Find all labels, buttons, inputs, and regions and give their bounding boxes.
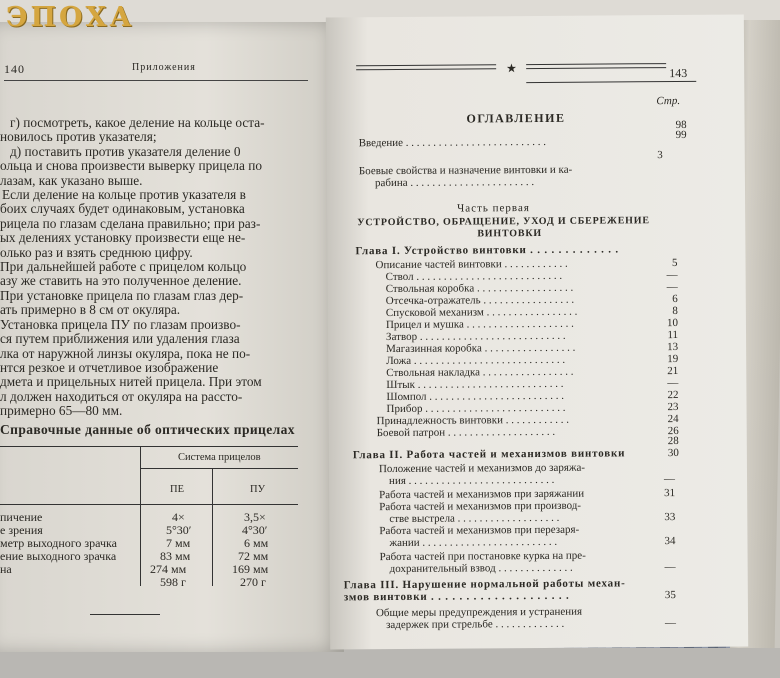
toc-page: 22: [667, 389, 679, 402]
cell-pe: 5°30′: [166, 523, 192, 537]
toc-entry: Описание частей винтовки . . . . . . . . . . . .: [375, 257, 568, 272]
table-rule: [0, 446, 298, 447]
text-line: олько раз и взять среднюю цифру.: [0, 244, 193, 260]
table-end-rule: [90, 614, 160, 615]
text-line: При дальнейшей работе с прицелом кольцо: [0, 259, 247, 275]
cell-pu: 4°30′: [242, 523, 268, 537]
toc-entry: Прицел и мушка . . . . . . . . . . . . . . . . . . . .: [385, 317, 574, 332]
toc-page: —: [666, 281, 678, 294]
cell-pe: 4×: [172, 510, 185, 524]
toc-entry: Принадлежность винтовки . . . . . . . . . . . .: [376, 413, 569, 428]
row-label: пичение: [0, 510, 43, 524]
text-line: новилось против указателя;: [0, 129, 157, 145]
toc-entry: Работа частей и механизмов при заряжании: [379, 487, 585, 502]
text-line: ся путем приближения или удаления глаза: [0, 331, 240, 347]
toc-page: 35: [664, 589, 676, 602]
toc-page: 30: [667, 447, 679, 460]
text-line: дмета и прицельных нитей прицела. При этом: [0, 374, 262, 390]
toc-entry: Магазинная коробка . . . . . . . . . . . . . . . . .: [386, 341, 576, 356]
toc-page: 23: [667, 401, 679, 414]
part-title: УСТРОЙСТВО, ОБРАЩЕНИЕ, УХОД И СБЕРЕЖЕНИЕ: [357, 215, 650, 229]
left-body-text: [0, 116, 318, 419]
row-label: метр выходного зрачка: [0, 536, 117, 550]
background-bottom: [0, 648, 780, 678]
toc-entry: Боевой патрон . . . . . . . . . . . . . . . . . . . .: [376, 425, 556, 440]
toc-page: 99: [675, 128, 687, 142]
text-line: примерно 65—80 мм.: [0, 403, 123, 419]
text-line: лка от наружной линзы окуляра, пока не по-: [0, 345, 251, 361]
text-line: лазам, как указано выше.: [0, 172, 143, 188]
table-group-header: Система прицелов: [178, 452, 261, 463]
row-label: е зрения: [0, 523, 43, 537]
chapter-entry: Глава I. Устройство винтовки . . . . . . . . . . . . .: [355, 243, 619, 258]
toc-entry: Работа частей при постановке курка на пре-: [379, 549, 586, 564]
right-page: [326, 15, 748, 650]
page-column-label: Стр.: [656, 94, 681, 108]
watermark-logo: ЭПОХА: [6, 2, 135, 33]
right-page-number: 143: [669, 65, 688, 81]
toc-page: 34: [664, 535, 676, 548]
toc-page: —: [663, 473, 676, 486]
toc-entry: рабина . . . . . . . . . . . . . . . . . . . . . . .: [374, 176, 535, 190]
row-label: ение выходного зрачка: [0, 549, 117, 563]
cell-pe: 598 г: [160, 575, 186, 589]
toc-page: —: [664, 561, 676, 574]
table-heading: Справочные данные об оптических прицелах: [0, 422, 295, 437]
text-line: ых делениях установку произвести еще не-: [0, 230, 246, 246]
cell-pe: 7 мм: [166, 536, 191, 550]
toc-page: 8: [672, 305, 678, 318]
text-line: Если деление на кольце против указателя в: [2, 187, 246, 203]
toc-entry: Работа частей и механизмов при производ-: [379, 499, 582, 514]
chapter-entry: Глава III. Нарушение нормальной работы механ-: [343, 577, 626, 592]
toc-title: ОГЛАВЛЕНИЕ: [466, 110, 566, 126]
toc-entry: Положение частей и механизмов до заряжа-: [378, 461, 586, 476]
toc-page: 24: [667, 413, 679, 426]
cell-pe: 274 мм: [150, 562, 187, 576]
table-of-contents: [326, 15, 748, 650]
chapter-entry: змов винтовки . . . . . . . . . . . . . . . . . . . .: [343, 589, 570, 604]
toc-entry: Ствол . . . . . . . . . . . . . . . . . . . . . . . . . . .: [385, 269, 563, 284]
cell-pu: 72 мм: [238, 549, 269, 563]
cell-pu: 169 мм: [232, 562, 269, 576]
toc-entry: задержек при стрельбе . . . . . . . . . . . . .: [386, 617, 565, 632]
toc-page: —: [667, 377, 679, 390]
toc-page: 13: [667, 341, 679, 354]
col-header-pu: ПУ: [250, 484, 266, 495]
text-line: г) посмотреть, какое деление на кольце оста-: [10, 115, 265, 130]
table-rule: [140, 468, 298, 469]
toc-entry: Штык . . . . . . . . . . . . . . . . . . . . . . . . . . .: [386, 377, 564, 392]
toc-entry: Введение . . . . . . . . . . . . . . . . . . . . . . . . . .: [358, 135, 547, 150]
table-rule: [212, 468, 213, 586]
cell-pu: 270 г: [240, 575, 266, 589]
toc-page: 6: [672, 293, 678, 306]
toc-page: —: [664, 617, 677, 630]
part-title: ВИНТОВКИ: [477, 227, 543, 240]
toc-entry: Отсечка-отражатель . . . . . . . . . . . . . . . . .: [385, 293, 575, 308]
toc-page: 33: [664, 511, 676, 524]
toc-entry: Общие меры предупреждения и устранения: [375, 605, 583, 620]
left-page-number: 140: [4, 62, 25, 76]
left-running-title: Приложения: [132, 62, 196, 73]
cell-pu: 3,5×: [244, 510, 266, 524]
text-line: нтся резкое и отчетливое изображение: [0, 359, 219, 375]
toc-entry: жании . . . . . . . . . . . . . . . . . . . . . . . . .: [389, 535, 558, 550]
col-header-pe: ПЕ: [170, 484, 184, 495]
star-ornament: ★: [506, 61, 517, 76]
text-line: рицела по глазам сделана правильно; при раз-: [0, 215, 261, 231]
text-line: д) поставить против указателя деление 0: [10, 143, 241, 159]
toc-page: —: [666, 269, 678, 282]
cell-pu: 6 мм: [244, 536, 269, 550]
toc-entry: Ствольная коробка . . . . . . . . . . . . . . . . . .: [385, 281, 574, 296]
text-line: азу же ставить на это полученное деление.: [0, 273, 242, 289]
toc-page: 21: [667, 365, 679, 378]
header-rule: [4, 80, 308, 81]
toc-entry: Затвор . . . . . . . . . . . . . . . . . . . . . . . . . . .: [385, 329, 566, 344]
text-line: ать примерно в 8 см от окуляра.: [0, 302, 181, 318]
text-line: Установка прицела ПУ по глазам произво-: [0, 316, 241, 332]
toc-entry: дохранительный взвод . . . . . . . . . . . . . .: [389, 561, 573, 576]
text-line: При установке прицела по глазам глаз дер-: [0, 287, 244, 303]
part-heading: Часть первая: [457, 202, 530, 215]
toc-entry: Работа частей и механизмов при перезаря-: [379, 523, 580, 538]
toc-page: 19: [667, 353, 679, 366]
toc-page: 98: [675, 118, 687, 132]
toc-entry: Спусковой механизм . . . . . . . . . . . . . . . . .: [385, 305, 578, 320]
toc-entry: Ложа . . . . . . . . . . . . . . . . . . . . . . . . . . . .: [386, 353, 566, 368]
table-rule: [0, 504, 298, 505]
toc-entry: стве выстрела . . . . . . . . . . . . . . . . . . .: [389, 511, 560, 526]
text-line: ольца и снова произвести выверку прицела по: [0, 158, 263, 174]
toc-page: 3: [657, 149, 663, 162]
toc-page: 31: [664, 487, 676, 500]
toc-entry: Ствольная накладка . . . . . . . . . . . . . . . . .: [386, 365, 574, 380]
left-page: [0, 22, 344, 652]
toc-page: 26: [667, 425, 679, 438]
cell-pe: 83 мм: [160, 549, 191, 563]
toc-entry: Шомпол . . . . . . . . . . . . . . . . . . . . . . . . .: [386, 389, 565, 404]
chapter-entry: Глава II. Работа частей и механизмов винтовки: [352, 447, 626, 462]
text-line: л должен находиться от окуляра на рассто-: [0, 388, 243, 404]
row-label: на: [0, 562, 12, 576]
toc-entry: Боевые свойства и назначение винтовки и ка-: [358, 163, 573, 178]
toc-page: 5: [671, 257, 678, 270]
text-line: боих случаях будет одинаковым, установка: [0, 201, 245, 217]
toc-page: 28: [667, 435, 679, 448]
table-rule: [140, 446, 141, 586]
toc-page: 10: [666, 317, 678, 330]
toc-entry: Прибор . . . . . . . . . . . . . . . . . . . . . . . . . .: [386, 401, 566, 416]
toc-page: 11: [667, 329, 679, 342]
toc-entry: ния . . . . . . . . . . . . . . . . . . . . . . . . . . .: [388, 473, 555, 488]
